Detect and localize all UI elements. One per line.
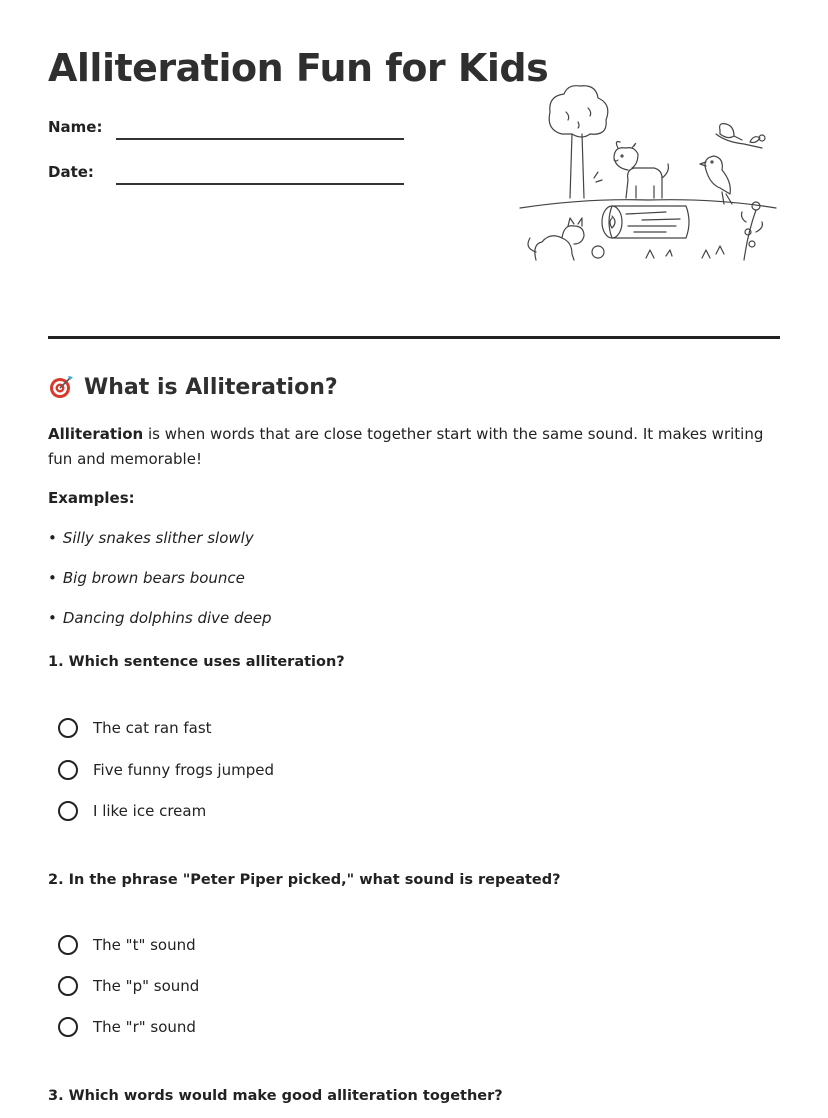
section-heading xyxy=(48,374,338,400)
name-label: Name: xyxy=(48,118,103,136)
radio-button[interactable] xyxy=(58,760,78,780)
ground-line xyxy=(520,200,776,208)
radio-button[interactable] xyxy=(58,935,78,955)
name-input-line[interactable] xyxy=(116,138,404,140)
radio-button[interactable] xyxy=(58,801,78,821)
date-input-line[interactable] xyxy=(116,183,404,185)
question-2-option-1[interactable] xyxy=(58,933,196,957)
question-2-option-3[interactable] xyxy=(58,1015,196,1039)
option-label: The cat ran fast xyxy=(93,719,212,737)
name-field xyxy=(48,118,408,144)
intro-text: is when words that are close together start with the same sound. It makes writing fun and memorable! xyxy=(48,425,764,468)
radio-button[interactable] xyxy=(58,976,78,996)
page-title: Alliteration Fun for Kids xyxy=(48,46,549,90)
bullet-icon: • xyxy=(48,569,57,587)
question-2-option-2[interactable] xyxy=(58,974,199,998)
question-1-option-2[interactable] xyxy=(58,758,274,782)
option-label: The "t" sound xyxy=(93,936,196,954)
question-1-option-1[interactable] xyxy=(58,716,212,740)
example-text: Dancing dolphins dive deep xyxy=(62,609,272,627)
small-bird-drawing xyxy=(716,124,765,148)
bullet-icon: • xyxy=(48,529,57,547)
example-item xyxy=(48,569,245,587)
intro-paragraph xyxy=(48,422,783,472)
flowers-drawing xyxy=(646,202,762,260)
option-label: The "r" sound xyxy=(93,1018,196,1036)
examples-label: Examples: xyxy=(48,489,135,507)
section-divider xyxy=(48,336,780,339)
example-item xyxy=(48,529,254,547)
question-1: 1. Which sentence uses alliteration? xyxy=(48,654,345,670)
section-heading-text: What is Alliteration? xyxy=(84,374,338,400)
animals-illustration xyxy=(516,82,780,272)
log-drawing xyxy=(602,206,689,238)
bullet-icon: • xyxy=(48,609,57,627)
radio-button[interactable] xyxy=(58,1017,78,1037)
date-label: Date: xyxy=(48,163,94,181)
dog-drawing xyxy=(614,142,668,198)
example-text: Big brown bears bounce xyxy=(62,569,245,587)
radio-button[interactable] xyxy=(58,718,78,738)
target-dart-icon xyxy=(48,374,74,400)
example-item xyxy=(48,609,272,627)
intro-term: Alliteration xyxy=(48,425,144,443)
date-field xyxy=(48,163,408,189)
question-1-option-3[interactable] xyxy=(58,799,206,823)
bird-drawing xyxy=(700,156,732,204)
example-text: Silly snakes slither slowly xyxy=(62,529,254,547)
option-label: I like ice cream xyxy=(93,802,207,820)
option-label: The "p" sound xyxy=(93,977,200,995)
question-2: 2. In the phrase "Peter Piper picked," what sound is repeated? xyxy=(48,872,561,888)
tree-drawing xyxy=(549,86,608,198)
cat-drawing xyxy=(528,218,604,260)
question-3: 3. Which words would make good alliteration together? xyxy=(48,1088,503,1104)
option-label: Five funny frogs jumped xyxy=(93,761,274,779)
